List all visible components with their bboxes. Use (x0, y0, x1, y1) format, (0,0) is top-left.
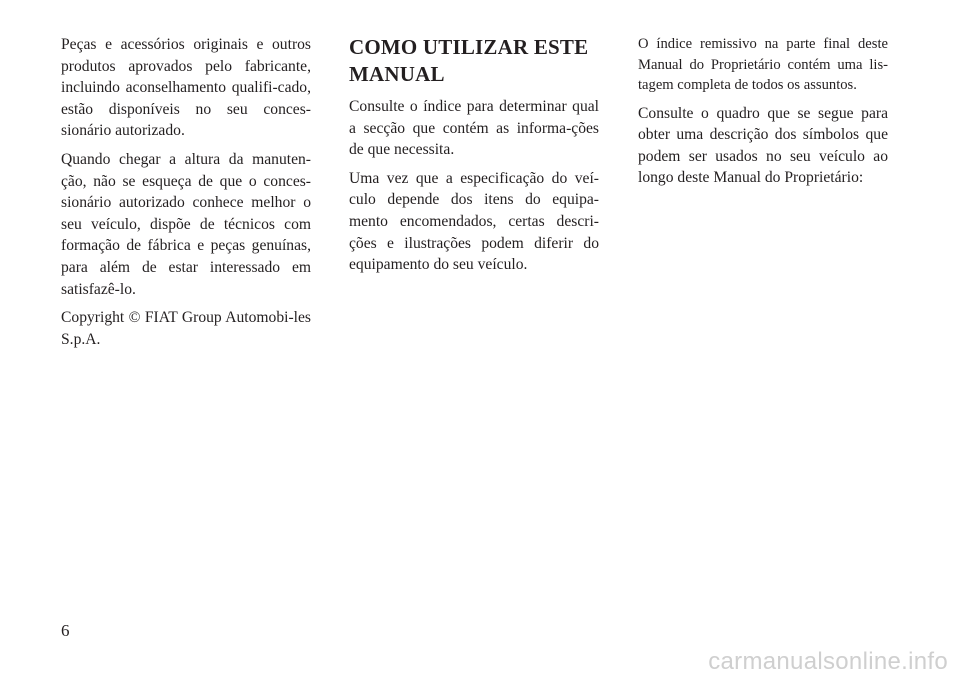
column-left (61, 34, 311, 357)
paragraph-symbols: Consulte o quadro que se segue para obter uma descrição dos símbolos que podem ser usados no seu veículo ao longo deste Manual do Proprietário: (638, 104, 888, 187)
paragraph-maintenance: Quando chegar a altura da manuten-ção, não se esqueça de que o conces-sionário autorizado conhece melhor o seu veículo, dispõe de técnicos com formação de fábrica e peças genuínas, para além de estar interessado em satisfazê-lo. (61, 150, 311, 298)
column-right (638, 34, 888, 196)
paragraph-subject-index: O índice remissivo na parte final deste Manual do Proprietário contém uma lis-tagem completa de todos os assuntos. (638, 36, 888, 93)
watermark: carmanualsonline.info (708, 648, 948, 675)
page-number: 6 (61, 621, 70, 640)
paragraph-original-parts: Peças e acessórios originais e outros produtos aprovados pelo fabricante, incluindo aconselhamento qualifi-cado, estão disponíveis no seu conces-sionário autorizado. (61, 36, 311, 140)
section-heading: COMO UTILIZAR ESTE MANUAL (349, 35, 589, 86)
paragraph-index: Consulte o índice para determinar qual a secção que contém as informa-ções de que necessita. (349, 98, 599, 159)
paragraph-specification: Uma vez que a especificação do veí-culo depende dos itens do equipa-mento encomendados, certas descri-ções e ilustrações podem diferir do equipamento do seu veículo. (349, 169, 599, 274)
column-middle (349, 34, 599, 283)
paragraph-copyright: Copyright © FIAT Group Automobi-les S.p.A. (61, 309, 311, 348)
